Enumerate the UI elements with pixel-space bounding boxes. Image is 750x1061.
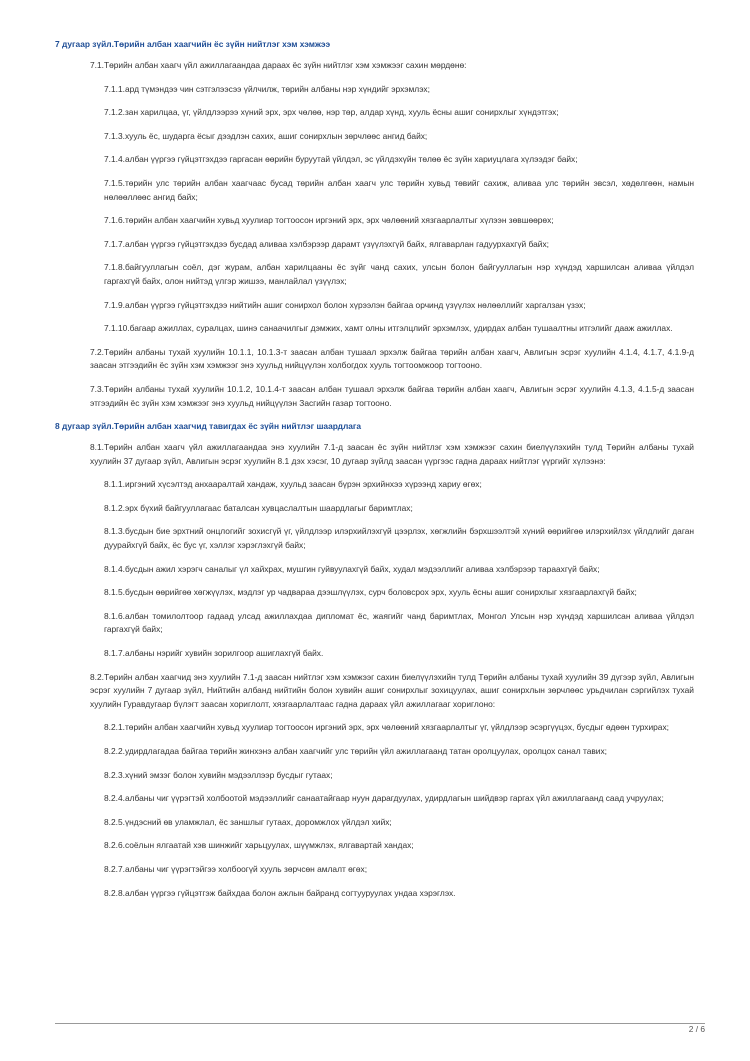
article-subclause: 8.1.4.бусдын ажил хэрэгч саналыг үл хайхрах, мушгин гуйвуулахгүй байх, худал мэдээллийг аливаа хэлбэрээр тараахгүй байх;: [104, 563, 600, 574]
article-subclause: 7.1.7.албан үүргээ гүйцэтгэхдээ бусдад аливаа хэлбэрээр дарамт үзүүлэхгүй байх, ялгаварлан гадуурхахгүй байх;: [104, 238, 549, 249]
article-subclause: 8.1.2.эрх бүхий байгууллагаас баталсан хувцаслалтын шаардлагыг баримтлах;: [104, 502, 413, 513]
article-clause: 7.1.Төрийн албан хаагч үйл ажиллагаандаа дараах ёс зүйн нийтлэг хэм хэмжээг сахин мөрдөнө:: [90, 60, 467, 70]
document-content: [0, 38, 750, 910]
article-subclause: 8.1.3.бусдын бие эрхтний онцлогийг зохисгүй үг, үйлдлээр илэрхийлэхгүй цээрлэх, хөгжлийн бэрхшээлтэй хүний өөрийгөө илэрхийлэх үйлдлийг даган дуурайхгүй байх, ёс бус үг, хэллэг хэрэглэхгүй байх;: [104, 526, 694, 551]
article-subclause: 7.1.9.албан үүргээ гүйцэтгэхдээ нийтийн ашиг сонирхол болон хүрээлэн байгаа орчинд үзүүлэх нөлөөллийг харгалзан үзэх;: [104, 299, 586, 310]
section-8-title: 8 дугаар зүйл.Төрийн албан хаагчид тавигдах ёс зүйн нийтлэг шаардлага: [55, 421, 362, 432]
article-subclause: 8.2.8.албан үүргээ гүйцэтгэж байхдаа болон ажлын байранд согтууруулах ундаа хэрэглэх.: [104, 887, 456, 898]
article-clause: 7.3.Төрийн албаны тухай хуулийн 10.1.2, 10.1.4-т заасан албан тушаал эрхэлж байгаа төрийн албан хаагч, Авлигын эсрэг хуулийн 4.1.3, 4.1.5-д заасан этгээдийн ёс зүйн хэм хэмжээг энэ хуульд нийцүүлэн Засгийн газар тогтооно.: [90, 383, 694, 408]
article-subclause: 7.1.6.төрийн албан хаагчийн хувьд хуулиар тогтоосон иргэний эрх, эрх чөлөөний хязгаарлалтыг хүлээн зөвшөөрөх;: [104, 215, 554, 226]
article-subclause: 8.2.5.үндэсний өв уламжлал, ёс заншлыг гутаах, доромжлох үйлдэл хийх;: [104, 816, 392, 827]
section-8-body: [0, 441, 750, 900]
article-subclause: 8.1.1.иргэний хүсэлтэд анхааралтай хандаж, хуульд заасан бүрэн эрхийнхээ хүрээнд хариу өгөх;: [104, 479, 482, 490]
article-subclause: 7.1.10.багаар ажиллах, суралцах, шинэ санаачилгыг дэмжих, хамт олны итгэлцлийг эрхэмлэх, удирдах албан тушаалтны итгэлийг дааж ажиллах.: [104, 323, 673, 334]
article-subclause: 8.2.2.удирдлагадаа байгаа төрийн жинхэнэ албан хаагчийг улс төрийн үйл ажиллагаанд татан оролцуулах, оролцох санал тавих;: [104, 746, 608, 756]
article-clause: 8.2.Төрийн албан хаагчид энэ хуулийн 7.1-д заасан нийтлэг хэм хэмжээг сахин биелүүлэхийн тулд Төрийн албаны тухай хуулийн 39 дүгээр зүйл, Авлигын эсрэг хуулийн 7 дугаар зүйл, Нийтийн албанд нийтийн болон хувийн ашиг сонирхлыг зохицуулах, ашиг сонирхлын зөрчлөөс урьдчилан сэргийлэх тухай хуулийн Гуравдугаар бүлэгт заасан хориглолт, хязгаарлалтаас гадна дараах үйл ажиллагааг хориглоно:: [90, 671, 694, 709]
article-subclause: 8.1.5.бусдын өөрийгөө хөгжүүлэх, мэдлэг ур чадвараа дээшлүүлэх, сурч боловсрох эрх, хууль ёсны ашиг сонирхлыг хязгаарлахгүй байх;: [104, 587, 637, 598]
article-subclause: 8.2.6.соёлын ялгаатай хэв шинжийг харьцуулах, шүүмжлэх, ялгавартай хандах;: [104, 840, 414, 851]
article-subclause: 7.1.3.хууль ёс, шударга ёсыг дээдлэн сахих, ашиг сонирхлын зөрчлөөс ангид байх;: [104, 130, 428, 141]
article-clause: 7.2.Төрийн албаны тухай хуулийн 10.1.1, 10.1.3-т заасан албан тушаал эрхэлж байгаа төрийн албан хаагч, Авлигын эсрэг хуулийн 4.1.4, 4.1.7, 4.1.9-д заасан этгээдийн ёс зүйн хэм хэмжээг энэ хуульд нийцүүлэн холбогдох хууль тогтоомжоор тогтооно.: [90, 346, 694, 371]
article-clause: 8.1.Төрийн албан хаагч үйл ажиллагаандаа энэ хуулийн 7.1-д заасан ёс зүйн нийтлэг хэм хэмжээг сахин биелүүлэхийн тулд Төрийн албаны тухай хуулийн 37 дугаар зүйл, Авлигын эсрэг хуулийн 8.1 дэх хэсэг, 10 дугаар зүйлд заасан үүргээс гадна дараах нийтлэг үүргийг хүлээнэ:: [90, 442, 694, 466]
article-subclause: 8.1.6.албан томилолтоор гадаад улсад ажиллахдаа дипломат ёс, жаягийг чанд баримтлах, Монгол Улсын нэр хүндэд харшилсан аливаа үйлдэл гаргахгүй байх;: [104, 610, 694, 635]
article-subclause: 8.2.4.албаны чиг үүрэгтэй холбоотой мэдээллийг санаатайгаар нуун дарагдуулах, удирдлагын шийдвэр гаргах үйл ажиллагаанд саад учруулах;: [104, 793, 664, 804]
article-subclause: 7.1.8.байгууллагын соёл, дэг журам, албан харилцааны ёс зүйг чанд сахих, улсын болон байгууллагын нэр хүндэд харшилсан аливаа үйлдэл гаргахгүй байх, олон нийтэд үлгэр жишээ, манлайлал үзүүлэх;: [104, 262, 694, 286]
page-number: 2 / 6: [688, 1024, 705, 1034]
article-subclause: 8.1.7.албаны нэрийг хувийн зорилгоор ашиглахгүй байх.: [104, 648, 324, 659]
article-subclause: 7.1.1.ард түмэндээ чин сэтгэлээсээ үйлчилж, төрийн албаны нэр хүндийг эрхэмлэх;: [104, 83, 430, 94]
section-7-body: [0, 59, 750, 410]
section-7-title: 7 дугаар зүйл.Төрийн албан хаагчийн ёс зүйн нийтлэг хэм хэмжээ: [55, 39, 331, 49]
article-subclause: 8.2.7.албаны чиг үүрэгтэйгээ холбоогүй хууль зөрчсөн амлалт өгөх;: [104, 863, 368, 874]
footer-divider: [55, 1023, 705, 1024]
article-subclause: 7.1.5.төрийн улс төрийн албан хаагчаас бусад төрийн албан хаагч улс төрийн хувьд төвийг сахиж, аливаа улс төрийн эвсэл, хөдөлгөөн, намын нөлөөллөөс ангид байх;: [104, 177, 694, 202]
article-subclause: 7.1.2.зан харилцаа, үг, үйлдлээрээ хүний эрх, эрх чөлөө, нэр төр, алдар хүнд, хууль ёсны ашиг сонирхлыг хүндэтгэх;: [104, 107, 559, 118]
article-subclause: 8.2.3.хүний эмзэг болон хувийн мэдээллээр бусдыг гутаах;: [104, 769, 333, 780]
article-subclause: 7.1.4.албан үүргээ гүйцэтгэхдээ гаргасан өөрийн буруутай үйлдэл, эс үйлдэхүйн төлөө ёс зүйн хариуцлага хүлээдэг байх;: [104, 154, 578, 165]
article-subclause: 8.2.1.төрийн албан хаагчийн хувьд хуулиар тогтоосон иргэний эрх, эрх чөлөөний хязгаарлалтыг үг, үйлдлээр эсэргүүцэх, бусдыг өдөөн турхирах;: [104, 722, 669, 733]
